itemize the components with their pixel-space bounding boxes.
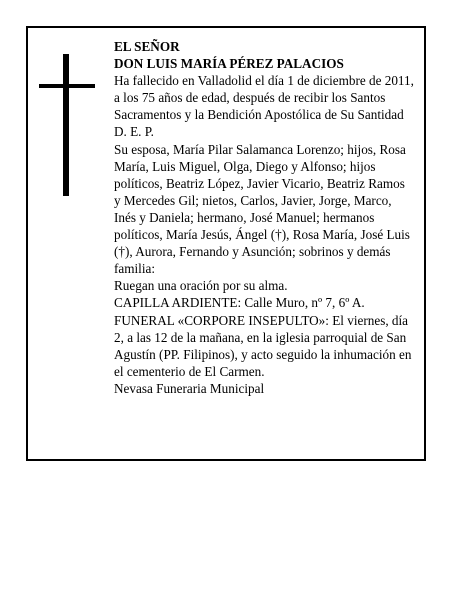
cross-icon	[63, 54, 69, 196]
family-list: Su esposa, María Pilar Salamanca Lorenzo; hijos, Rosa María, Luis Miguel, Olga, Diego y Alfonso; hijos políticos, Beatriz López, Javier Vicario, Beatriz Ramos y Mercedes Gil; nietos, Carlos, Javier, Jorge, Marco, Inés y Daniela; hermano, José Manuel; hermanos políticos, María Jesús, Ángel (†), Rosa María, José Luis (†), Aurora, Fernando y Asunción; sobrinos y demás familia:	[114, 141, 410, 277]
funeral-home: Nevasa Funeraria Municipal	[114, 380, 265, 396]
chapel-info: CAPILLA ARDIENTE: Calle Muro, nº 7, 6º A.	[114, 295, 365, 311]
funeral-info: FUNERAL «CORPORE INSEPULTO»: El viernes, día 2, a las 12 de la mañana, en la iglesia parroquial de San Agustín (PP. Filipinos), y acto seguido la inhumación en el cementerio de El Carmen.	[114, 312, 412, 379]
cross-icon-arm	[39, 84, 95, 88]
obituary-content	[114, 38, 414, 397]
death-announcement: Ha fallecido en Valladolid el día 1 de diciembre de 2011, a los 75 años de edad, después de recibir los Santos Sacramentos y la Bendición Apostólica de Su Santidad	[114, 73, 414, 123]
deceased-name: DON LUIS MARÍA PÉREZ PALACIOS	[114, 56, 344, 72]
title-line-1: EL SEÑOR	[114, 39, 180, 54]
rip-text: D. E. P.	[114, 124, 154, 140]
prayer-request: Ruegan una oración por su alma.	[114, 278, 288, 294]
